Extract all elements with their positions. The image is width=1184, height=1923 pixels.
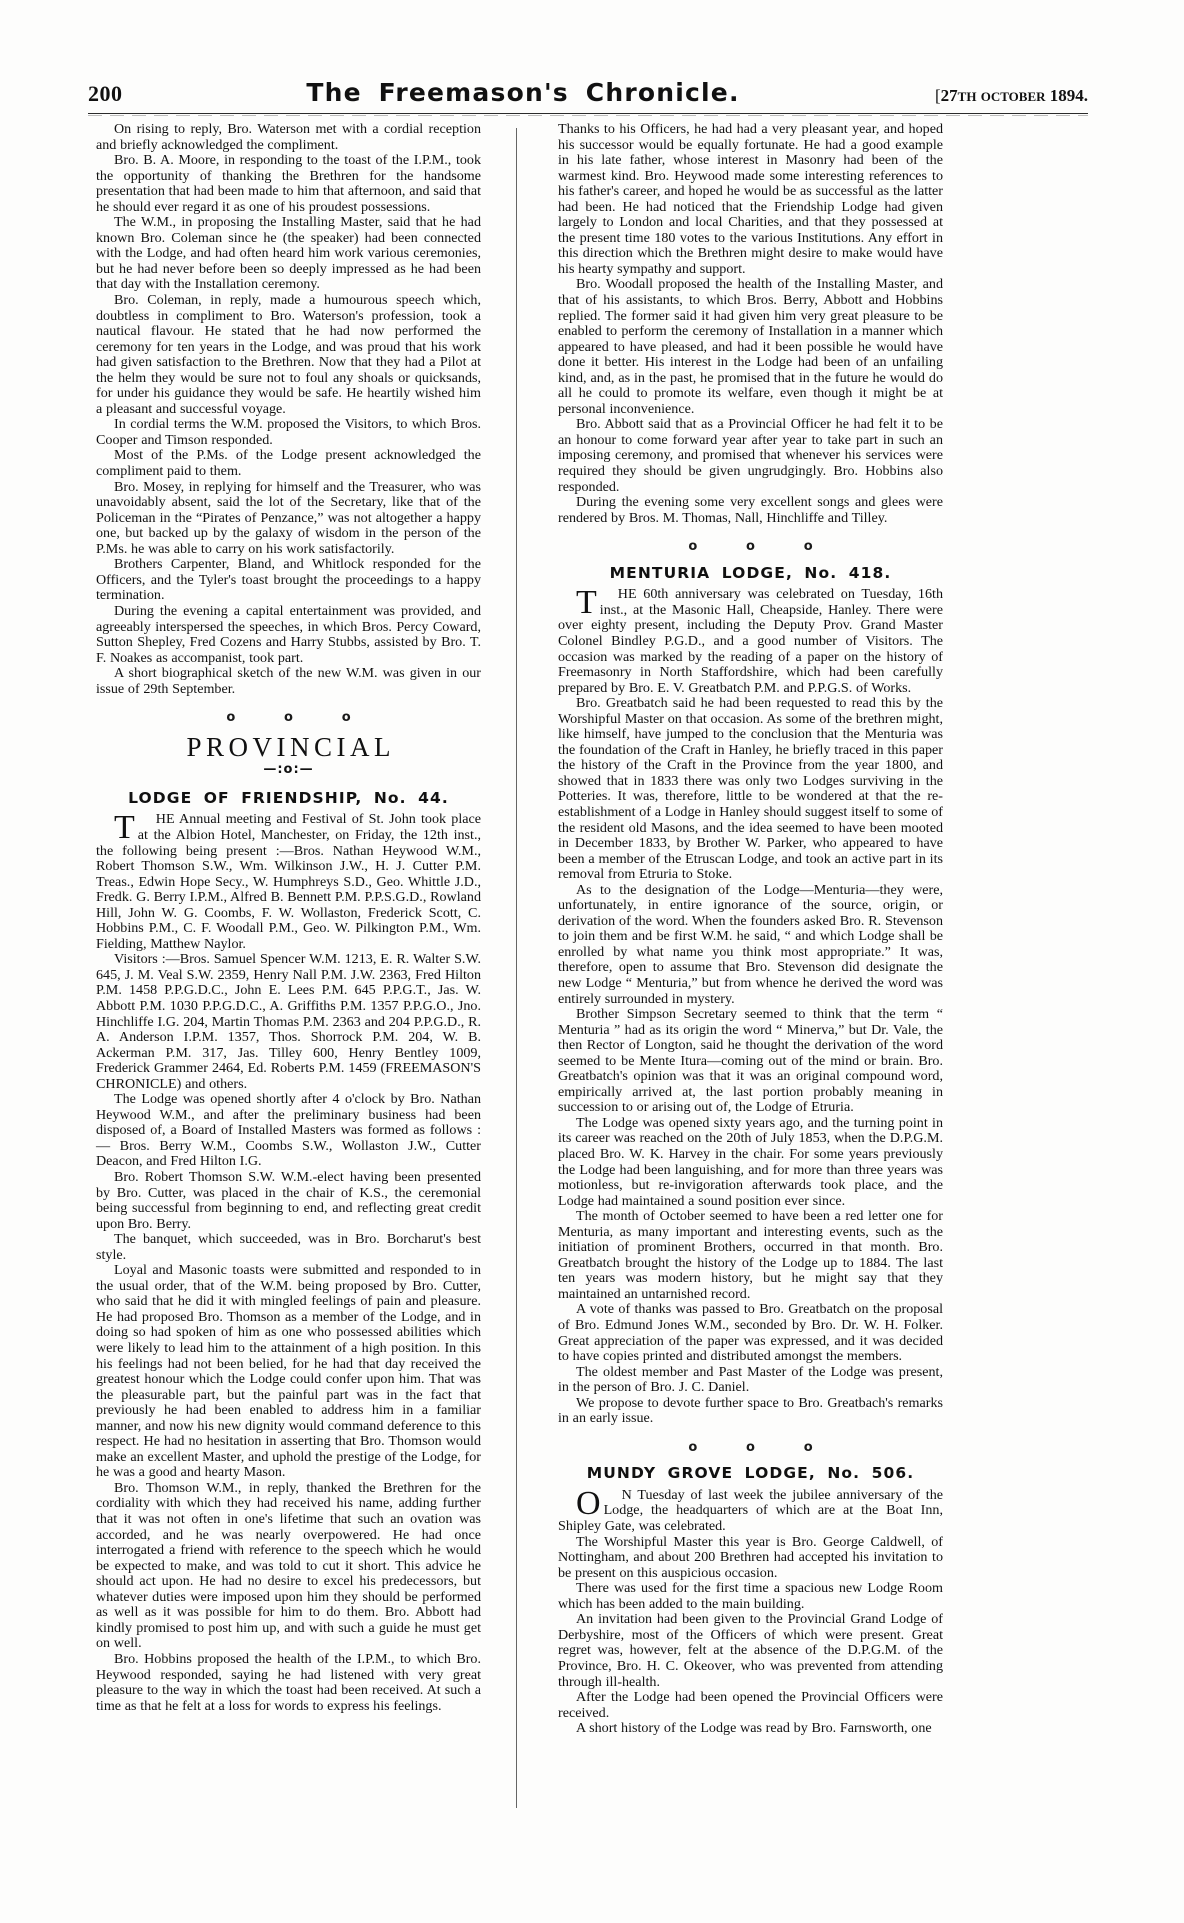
- paragraph: Most of the P.Ms. of the Lodge present acknowledged the compliment paid to them.: [96, 447, 481, 480]
- paragraph: In cordial terms the W.M. proposed the Visitors, to which Bros. Cooper and Timson responded.: [96, 416, 481, 448]
- ornament-dots: o o o: [688, 1439, 835, 1455]
- right-column: [558, 122, 943, 1812]
- paragraph: On rising to reply, Bro. Waterson met with a cordial reception and briefly acknowledged the compliment.: [96, 121, 481, 153]
- masthead-rule: [88, 113, 1088, 114]
- paragraph: The W.M., in proposing the Installing Master, said that he had known Bro. Coleman since he (the speaker) had been connected with the Lodge, and had often heard him work various ceremonies, but he had never before been so deeply impressed as he had been that day with the Installation ceremony.: [96, 214, 481, 293]
- lodge-heading-mundy-grove: MUNDY GROVE LODGE, No. 506.: [586, 1464, 915, 1483]
- drop-cap-letter: O: [576, 1484, 601, 1522]
- issue-date-day: 27: [940, 86, 958, 105]
- paragraph: A vote of thanks was passed to Bro. Greatbatch on the proposal of Bro. Edmund Jones W.M., seconded by Bro. Dr. W. H. Folker. Great appreciation of the paper was expressed, and it was decided to have copies printed and distributed amongst the members.: [558, 1301, 943, 1365]
- drop-cap-letter: T: [576, 584, 597, 622]
- paragraph: We propose to devote further space to Bro. Greatbach's remarks in an early issue.: [558, 1394, 943, 1427]
- paragraph: Loyal and Masonic toasts were submitted and responded to in the usual order, that of the W.M. being proposed by Bro. Cutter, who said that he did it with mingled feelings of pain and pleasure. He had proposed Bro. Thomson as a member of the Lodge, and in doing so had spoken of him as one who possessed abilities which were likely to lead him to the attainment of a high position. In this his feelings had not been belied, for he had that day received the greatest honour which the Lodge could confer upon him. That was the pleasurable part, but the painful part was in the fact that previously he had been enabled to address him in a familiar manner, and now his new dignity would command deference to this respect. He had no hesitation in asserting that Bro. Thomson would make an excellent Master, and uphold the prestige of the Lodge, for he was a good and hearty Mason.: [96, 1262, 481, 1481]
- paragraph: Bro. Hobbins proposed the health of the I.P.M., to which Bro. Heywood responded, saying he had listened with very great pleasure to the way in which the toast had been received. At such a time as that he felt at a loss for words to express his feelings.: [96, 1650, 481, 1714]
- masthead: [88, 78, 1088, 112]
- section-heading-provincial: PROVINCIAL: [186, 731, 395, 762]
- columns-container: [88, 122, 1088, 1812]
- paragraph: During the evening a capital entertainment was provided, and agreeably interspersed the speeches, in which Bros. Percy Coward, Sutton Shepley, Fred Cozens and Harry Stubbs, assisted by Bro. T. F. Noakes as accompanist, took part.: [96, 602, 481, 666]
- lead-text: 60th anniversary was celebrated on Tuesday, 16th inst., at the Masonic Hall, Cheapside, Hanley. There were over eighty present, including the Deputy Prov. Grand Master Colonel Bindley P.G.D., and a good number of Visitors. The occasion was marked by the reading of a paper on the history of Freemasonry in North Staffordshire, which had been carefully prepared by Bro. E. V. Greatbatch P.M. and P.P.G.S. of Works.: [558, 586, 943, 696]
- lead-paragraph-menturia: [558, 584, 943, 696]
- ornament-provincial-sub: —:o:—: [263, 762, 314, 778]
- paragraph: A short biographical sketch of the new W.M. was given in our issue of 29th September.: [96, 665, 481, 697]
- paragraph: Brothers Carpenter, Bland, and Whitlock responded for the Officers, and the Tyler's toast brought the proceedings to a happy termination.: [96, 556, 481, 604]
- paragraph: An invitation had been given to the Provincial Grand Lodge of Derbyshire, most of the Officers of which were present. Great regret was, however, felt at the absence of the D.P.G.M. of the Province, Bro. H. C. Okeover, who was prevented from attending through ill-health.: [558, 1611, 943, 1690]
- paragraph: Brother Simpson Secretary seemed to think that the term “ Menturia ” had as its origin the word “ Minerva,” but Dr. Vale, the then Rector of Longton, said he thought the derivation of the word seemed to be Mente Itura—coming out of the mind or brain. Bro. Greatbatch's opinion was that it was an original compound word, empirically arrived at, the last portion probably meaning in succession to or arising out of, the Lodge of Etruria.: [558, 1006, 943, 1116]
- column-divider: [516, 128, 517, 1808]
- paragraph: Bro. Woodall proposed the health of the Installing Master, and that of his assistants, to which Bros. Berry, Abbott and Hobbins replied. The former said it had given him very great pleasure to be enabled to perform the ceremony of Installation in a manner which appeared to have pleased, and had it been possible he would have done it better. His interest in the Lodge had been of an unfailing kind, and, as in the past, he promised that in the future he would do all he could to promote its welfare, even though it might be at personal inconvenience.: [558, 276, 943, 417]
- paragraph: A short history of the Lodge was read by Bro. Farnsworth, one: [576, 1720, 932, 1737]
- ornament-dots: o o o: [226, 710, 373, 726]
- lead-paragraph-mundy-grove: [558, 1484, 943, 1535]
- paragraph: Visitors :—Bros. Samuel Spencer W.M. 1213, E. R. Walter S.W. 645, J. M. Veal S.W. 2359, Henry Nall P.M. J.W. 2363, Fred Hilton P.M. 1458 P.P.G.D.C., John E. Lees P.M. 645 P.P.G.T., Jas. W. Abbott P.M. 1030 P.P.G.D.C., A. Griffiths P.M. 1357 P.P.G.O., Jno. Hinchliffe I.G. 204, Martin Thomas P.M. 2363 and 204 P.P.G.D., R. A. Anderson I.P.M. 1357, Thos. Shorrock P.M. 204, W. B. Ackerman P.M. 317, Jas. Tilley 600, Henry Bentley 1009, Frederick Grammer 2464, Ed. Roberts P.M. 1459 (FREEMASON'S CHRONICLE) and others.: [96, 951, 481, 1092]
- issue-date-bracket: [: [935, 86, 941, 105]
- paragraph: The banquet, which succeeded, was in Bro. Borcharut's best style.: [96, 1231, 481, 1263]
- paragraph: The month of October seemed to have been a red letter one for Menturia, as many important and interesting events, such as the initiation of prominent Brothers, occurred in that month. Bro. Greatbatch brought the history of the Lodge up to 1884. The last ten years was modern history, but he might say that they maintained an untarnished record.: [558, 1208, 943, 1302]
- paragraph: Bro. Abbott said that as a Provincial Officer he had felt it to be an honour to come forward year after year to take part in such an imposing ceremony, and promised that whenever his services were required they should be given ungrudgingly. Bro. Hobbins also responded.: [558, 416, 943, 495]
- publication-title: The Freemason's Chronicle.: [306, 78, 740, 107]
- page-number: 200: [88, 81, 123, 106]
- lead-caps: HE: [155, 811, 175, 828]
- paragraph: Bro. Robert Thomson S.W. W.M.-elect having been presented by Bro. Cutter, was placed in the chair of K.S., the ceremonial being successful from beginning to end, and reflecting great credit upon Bro. Berry.: [96, 1169, 481, 1232]
- drop-cap-letter: T: [114, 809, 135, 847]
- paragraph: After the Lodge had been opened the Provincial Officers were received.: [558, 1689, 943, 1721]
- paragraph: During the evening some very excellent songs and glees were rendered by Bros. M. Thomas, Nall, Hinchliffe and Tilley.: [558, 494, 943, 526]
- paragraph: Bro. Greatbatch said he had been requested to read this by the Worshipful Master on that occasion. As some of the brethren might, like himself, have jumped to the conclusion that the Menturia was the foundation of the Craft in Hanley, he briefly traced in this paper the history of the Craft in the Province from the year 1800, and showed that in 1833 there was only two Lodges surviving in the Potteries. It was, therefore, little to be wondered at that the re-establishment of a Lodge in Hanley should suggest itself to some of the resident old Masons, and the idea seemed to have been mooted in December 1833, by Brother W. Parker, who appeared to have been a member of the Etruscan Lodge, and took an active part in its removal from Etruria to Stoke.: [558, 695, 943, 883]
- paragraph: The oldest member and Past Master of the Lodge was present, in the person of Bro. J. C. Daniel.: [558, 1363, 943, 1396]
- lead-text: Annual meeting and Festival of St. John took place at the Albion Hotel, Manchester, on Friday, the 12th inst., the following being present :—Bros. Nathan Heywood W.M., Robert Thomson S.W., Wm. Wilkinson J.W., H. J. Cutter P.M. Treas., Edwin Hope Secy., W. Humphreys S.D., Geo. Whittle J.D., Fredk. G. Berry I.P.M., Alfred B. Bennett P.M. P.P.S.G.D., Rowland Hill, John W. G. Coombs, F. W. Wollaston, Frederick Scott, C. Hobbins P.M., C. F. Woodall P.M., Geo. W. Pilkington P.M., Wm. Fielding, Matthew Naylor.: [96, 811, 481, 952]
- paragraph: Bro. B. A. Moore, in responding to the toast of the I.P.M., took the opportunity of thanking the Brethren for the handsome presentation that had been made to him that afternoon, and said that he should ever regard it as one of his proudest possessions.: [96, 152, 481, 215]
- paragraph: The Lodge was opened sixty years ago, and the turning point in its career was reached on the 20th of July 1853, when the D.P.G.M. placed Bro. W. K. Harvey in the chair. For some years previously the Lodge had been languishing, and for more than three years was motionless, but re-invigoration afterwards took place, and the Lodge had maintained a sound position ever since.: [558, 1114, 943, 1209]
- issue-date: [808, 86, 1088, 106]
- issue-date-suffix: TH: [957, 89, 977, 104]
- paragraph: There was used for the first time a spacious new Lodge Room which has been added to the main building.: [558, 1580, 943, 1612]
- lead-caps: N: [621, 1486, 632, 1503]
- ornament-dots: o o o: [688, 539, 835, 555]
- paragraph: Bro. Thomson W.M., in reply, thanked the Brethren for the cordiality with which they had received his name, adding further that it was not often in one's lifetime that such an ovation was accorded, and he was nearly overpowered. He had once interrogated a friend with reference to the speech which he would be expected to make, and was told to cut it short. This advice he should act upon. He had no desire to excel his predecessors, but whatever duties were imposed upon him they should be performed as well as it was possible for him to do them. Bro. Abbott had kindly promised to post him up, and with such a guide he must get on well.: [96, 1479, 481, 1652]
- left-column: [96, 122, 481, 1812]
- paragraph: Bro. Mosey, in replying for himself and the Treasurer, who was unavoidably absent, said the lot of the Secretary, like that of the Policeman in the “Pirates of Penzance,” was not altogether a happy one, but backed up by the galaxy of wisdom in the person of the P.Ms. he was able to carry on his work satisfactorily.: [96, 478, 481, 557]
- paragraph: The Lodge was opened shortly after 4 o'clock by Bro. Nathan Heywood W.M., and after the preliminary business had been disposed of, a Board of Installed Masters was formed as follows :— Bros. Berry W.M., Coombs S.W., Wollaston J.W., Cutter Deacon, and Fred Hilton I.G.: [96, 1091, 481, 1170]
- lead-paragraph-friendship: [96, 809, 481, 952]
- paragraph: Thanks to his Officers, he had had a very pleasant year, and hoped his successor would be equally fortunate. He had a good example in his late father, whose interest in Masonry had been of the warmest kind. Bro. Heywood made some interesting references to his father's career, and hoped he would be as successful as the latter had been. He had noticed that the Friendship Lodge had given largely to London and local Charities, and that they possessed at the present time 180 votes to the various Institutions. Any effort in this direction which the Brethren might desire to make would have his hearty sympathy and support.: [558, 121, 943, 277]
- lead-caps: HE: [617, 586, 637, 603]
- lodge-heading-menturia: MENTURIA LODGE, No. 418.: [609, 563, 892, 582]
- paragraph: Bro. Coleman, in reply, made a humourous speech which, doubtless in compliment to Bro. Waterson's profession, took a nautical flavour. He stated that he had now performed the ceremony for ten years in the Lodge, and was proud that his work had given satisfaction to the Brethren. Now that they had a Pilot at the helm they would be sure not to foul any shoals or quicksands, for under his guidance they would be safe. He heartily wished him a pleasant and successful voyage.: [96, 292, 481, 417]
- paragraph: The Worshipful Master this year is Bro. George Caldwell, of Nottingham, and about 200 Brethren had accepted his invitation to be present on this auspicious occasion.: [558, 1533, 943, 1581]
- lead-text: Tuesday of last week the jubilee anniversary of the Lodge, the headquarters of which are at the Boat Inn, Shipley Gate, was celebrated.: [558, 1486, 943, 1535]
- issue-date-month: OCTOBER: [980, 89, 1046, 104]
- paragraph: As to the designation of the Lodge—Menturia—they were, unfortunately, in entire ignorance of the source, origin, or derivation of the word. When the founders asked Bro. R. Stevenson to join them and be first W.M. he said, “ and which Lodge shall be enrolled by what name you think most appropriate.” It was, therefore, open to assume that Bro. Stevenson did designate the new Lodge “ Menturia,” but from whence he derived the word was entirely surrounded in mystery.: [558, 881, 943, 1007]
- lodge-heading-friendship: LODGE OF FRIENDSHIP, No. 44.: [128, 788, 449, 807]
- issue-date-year: 1894.: [1049, 86, 1088, 105]
